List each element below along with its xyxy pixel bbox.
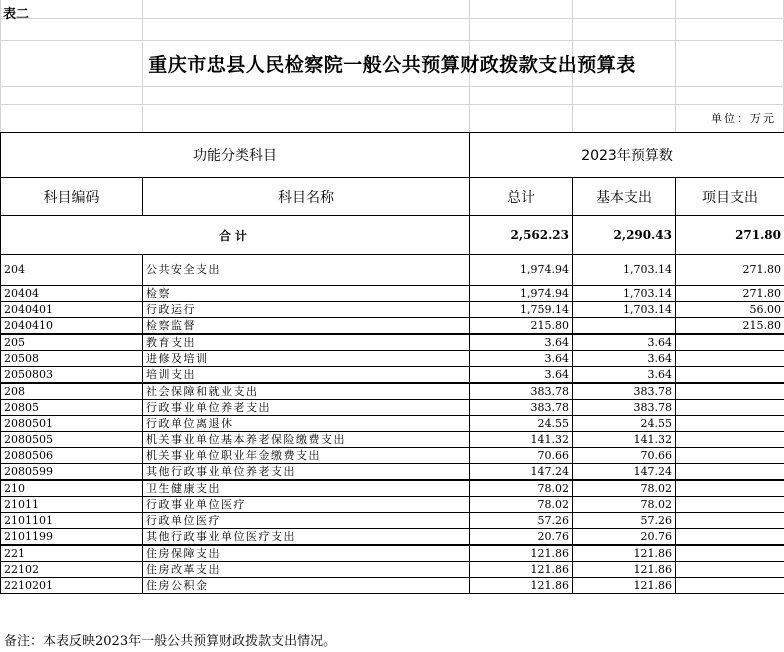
code-cell[interactable]: 2080505: [1, 432, 143, 448]
total-cell[interactable]: 121.86: [470, 578, 573, 594]
table-row: [1, 529, 784, 546]
code-cell[interactable]: 221: [1, 545, 143, 562]
name-cell[interactable]: 机关事业单位职业年金缴费支出: [143, 448, 470, 464]
name-cell[interactable]: 社会保障和就业支出: [143, 383, 470, 400]
project-cell[interactable]: [676, 578, 784, 594]
code-cell[interactable]: 204: [1, 255, 143, 286]
name-cell[interactable]: 行政单位医疗: [143, 513, 470, 529]
table-row: [1, 545, 784, 562]
name-cell[interactable]: 公共安全支出: [143, 255, 470, 286]
total-cell[interactable]: 78.02: [470, 480, 573, 497]
budget-table: [0, 132, 784, 594]
project-cell[interactable]: [676, 497, 784, 513]
name-cell[interactable]: 住房改革支出: [143, 562, 470, 578]
sheet-label: 表二: [3, 7, 30, 22]
code-cell[interactable]: 2101101: [1, 513, 143, 529]
project-cell[interactable]: [676, 367, 784, 384]
total-cell[interactable]: 3.64: [470, 334, 573, 351]
project-cell[interactable]: 271.80: [676, 286, 784, 302]
total-cell[interactable]: 3.64: [470, 367, 573, 384]
basic-cell[interactable]: 1,703.14: [573, 302, 676, 318]
table-row: [1, 286, 784, 302]
code-cell[interactable]: 2210201: [1, 578, 143, 594]
project-cell[interactable]: [676, 383, 784, 400]
page-title: 重庆市忠县人民检察院一般公共预算财政拨款支出预算表: [148, 54, 636, 76]
table-row: [1, 400, 784, 416]
project-cell[interactable]: 215.80: [676, 318, 784, 335]
header-basic[interactable]: 基本支出: [573, 178, 676, 216]
name-cell[interactable]: 检察监督: [143, 318, 470, 335]
basic-cell[interactable]: 121.86: [573, 578, 676, 594]
name-cell[interactable]: 机关事业单位基本养老保险缴费支出: [143, 432, 470, 448]
header-budget-2023[interactable]: 2023年预算数: [470, 133, 784, 178]
name-cell[interactable]: 住房保障支出: [143, 545, 470, 562]
header-code[interactable]: 科目编码: [1, 178, 143, 216]
header-row: [1, 133, 784, 178]
total-cell[interactable]: 20.76: [470, 529, 573, 546]
project-cell[interactable]: [676, 400, 784, 416]
table-row: [1, 351, 784, 367]
total-cell[interactable]: 1,974.94: [470, 286, 573, 302]
total-cell[interactable]: 24.55: [470, 416, 573, 432]
code-cell[interactable]: 20805: [1, 400, 143, 416]
table-row: [1, 448, 784, 464]
code-cell[interactable]: 20404: [1, 286, 143, 302]
grid-line: [0, 40, 784, 41]
code-cell[interactable]: 2040401: [1, 302, 143, 318]
name-cell[interactable]: 行政单位离退休: [143, 416, 470, 432]
code-cell[interactable]: 2080506: [1, 448, 143, 464]
table-row: [1, 383, 784, 400]
basic-cell[interactable]: 78.02: [573, 480, 676, 497]
name-cell[interactable]: 检察: [143, 286, 470, 302]
table-row: [1, 255, 784, 286]
name-cell[interactable]: 行政事业单位医疗: [143, 497, 470, 513]
header-functional-category[interactable]: 功能分类科目: [1, 133, 470, 178]
basic-cell[interactable]: 20.76: [573, 529, 676, 546]
header-project[interactable]: 项目支出: [676, 178, 784, 216]
table-row: [1, 513, 784, 529]
project-cell[interactable]: [676, 562, 784, 578]
code-cell[interactable]: 20508: [1, 351, 143, 367]
grid-line: [0, 86, 784, 87]
basic-cell[interactable]: 1,703.14: [573, 286, 676, 302]
project-cell[interactable]: [676, 545, 784, 562]
basic-cell[interactable]: 121.86: [573, 545, 676, 562]
total-cell[interactable]: 57.26: [470, 513, 573, 529]
header-total[interactable]: 总计: [470, 178, 573, 216]
header-name[interactable]: 科目名称: [143, 178, 470, 216]
project-cell[interactable]: [676, 513, 784, 529]
project-cell[interactable]: [676, 448, 784, 464]
total-label[interactable]: 合计: [1, 216, 470, 255]
basic-cell[interactable]: 1,703.14: [573, 255, 676, 286]
total-cell[interactable]: 1,759.14: [470, 302, 573, 318]
name-cell[interactable]: 卫生健康支出: [143, 480, 470, 497]
basic-cell[interactable]: 24.55: [573, 416, 676, 432]
basic-cell[interactable]: 3.64: [573, 334, 676, 351]
project-cell[interactable]: [676, 334, 784, 351]
name-cell[interactable]: 教育支出: [143, 334, 470, 351]
total-cell[interactable]: 141.32: [470, 432, 573, 448]
code-cell[interactable]: 205: [1, 334, 143, 351]
name-cell[interactable]: 其他行政事业单位养老支出: [143, 464, 470, 481]
total-cell[interactable]: 147.24: [470, 464, 573, 481]
total-cell[interactable]: 2,562.23: [470, 216, 573, 255]
project-cell[interactable]: 271.80: [676, 255, 784, 286]
table-row: [1, 318, 784, 335]
basic-cell[interactable]: 78.02: [573, 497, 676, 513]
total-cell[interactable]: 70.66: [470, 448, 573, 464]
header-row: [1, 178, 784, 216]
basic-cell[interactable]: 147.24: [573, 464, 676, 481]
code-cell[interactable]: 210: [1, 480, 143, 497]
project-cell[interactable]: [676, 464, 784, 481]
table-row: [1, 578, 784, 594]
table-row: [1, 334, 784, 351]
total-row: [1, 216, 784, 255]
basic-cell[interactable]: 383.78: [573, 400, 676, 416]
name-cell[interactable]: 住房公积金: [143, 578, 470, 594]
code-cell[interactable]: 22102: [1, 562, 143, 578]
name-cell[interactable]: 其他行政事业单位医疗支出: [143, 529, 470, 546]
footer-note: 备注：本表反映2023年一般公共预算财政拨款支出情况。: [4, 634, 337, 649]
total-cell[interactable]: 383.78: [470, 400, 573, 416]
table-row: [1, 432, 784, 448]
total-cell[interactable]: 215.80: [470, 318, 573, 335]
basic-cell[interactable]: 383.78: [573, 383, 676, 400]
project-cell[interactable]: [676, 432, 784, 448]
code-cell[interactable]: 2080599: [1, 464, 143, 481]
total-cell[interactable]: 1,974.94: [470, 255, 573, 286]
unit-label: 单位：万元: [711, 112, 776, 125]
grid-line: [0, 104, 784, 105]
basic-cell[interactable]: 141.32: [573, 432, 676, 448]
table-row: [1, 480, 784, 497]
basic-cell[interactable]: 121.86: [573, 562, 676, 578]
table-row: [1, 464, 784, 481]
total-cell[interactable]: 78.02: [470, 497, 573, 513]
table-row: [1, 367, 784, 384]
project-cell[interactable]: 56.00: [676, 302, 784, 318]
table-row: [1, 416, 784, 432]
code-cell[interactable]: 2101199: [1, 529, 143, 546]
project-cell[interactable]: [676, 529, 784, 546]
name-cell[interactable]: 行政运行: [143, 302, 470, 318]
basic-cell[interactable]: 57.26: [573, 513, 676, 529]
basic-cell[interactable]: 3.64: [573, 351, 676, 367]
project-cell[interactable]: [676, 480, 784, 497]
total-basic-cell[interactable]: 2,290.43: [573, 216, 676, 255]
code-cell[interactable]: 2040410: [1, 318, 143, 335]
code-cell[interactable]: 2050803: [1, 367, 143, 384]
total-cell[interactable]: 383.78: [470, 383, 573, 400]
basic-cell[interactable]: 3.64: [573, 367, 676, 384]
code-cell[interactable]: 2080501: [1, 416, 143, 432]
table-row: [1, 497, 784, 513]
project-cell[interactable]: [676, 416, 784, 432]
grid-line: [0, 18, 784, 19]
total-cell[interactable]: 121.86: [470, 545, 573, 562]
name-cell[interactable]: 进修及培训: [143, 351, 470, 367]
code-cell[interactable]: 208: [1, 383, 143, 400]
total-cell[interactable]: 121.86: [470, 562, 573, 578]
code-cell[interactable]: 21011: [1, 497, 143, 513]
project-cell[interactable]: [676, 351, 784, 367]
table-row: [1, 562, 784, 578]
total-project-cell[interactable]: 271.80: [676, 216, 784, 255]
basic-cell[interactable]: [573, 318, 676, 335]
name-cell[interactable]: 行政事业单位养老支出: [143, 400, 470, 416]
table-row: [1, 302, 784, 318]
basic-cell[interactable]: 70.66: [573, 448, 676, 464]
total-cell[interactable]: 3.64: [470, 351, 573, 367]
name-cell[interactable]: 培训支出: [143, 367, 470, 384]
